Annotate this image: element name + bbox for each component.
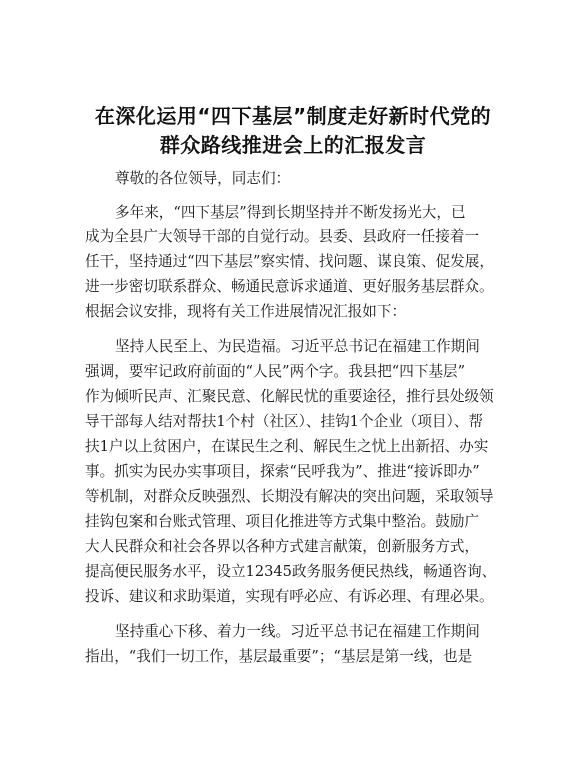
- document-title-line-1: 在深化运用“四下基层”制度走好新时代党的: [94, 104, 492, 128]
- paragraph-2-line-7: 等机制，对群众反映强烈、长期没有解决的突出问题，采取领导: [85, 488, 494, 505]
- paragraph-1-line-3: 任干，坚持通过“四下基层”察实情、找问题、谋良策、促发展，: [85, 253, 494, 270]
- paragraph-1-line-1: 多年来，“四下基层”得到长期坚持并不断发扬光大，已: [115, 204, 466, 221]
- paragraph-3-line-1: 坚持重心下移、着力一线。习近平总书记在福建工作期间: [115, 623, 480, 640]
- paragraph-2-line-1: 坚持人民至上、为民造福。习近平总书记在福建工作期间: [115, 338, 480, 355]
- document-title-line-2: 群众路线推进会上的汇报发言: [159, 133, 427, 157]
- paragraph-2-line-2: 强调，要牢记政府前面的“人民”两个字。我县把“四下基层”: [85, 363, 466, 380]
- paragraph-2-line-5: 扶1户以上贫困户，在谋民生之利、解民生之忧上出新招、办实: [85, 438, 489, 455]
- paragraph-2-line-4: 导干部每人结对帮扶1个村（社区）、挂钩1个企业（项目）、帮: [85, 413, 484, 430]
- paragraph-1-line-4: 进一步密切联系群众、畅通民意诉求通道、更好服务基层群众。: [85, 278, 494, 295]
- paragraph-3-line-2: 指出，“我们一切工作，基层最重要”；“基层是第一线，也是: [85, 648, 473, 665]
- paragraph-2-line-8: 挂钩包案和台账式管理、项目化推进等方式集中整治。鼓励广: [85, 513, 480, 530]
- paragraph-2-line-10: 提高便民服务水平，设立12345政务服务便民热线，畅通咨询、: [85, 563, 497, 580]
- paragraph-2-line-3: 作为倾听民声、汇聚民意、化解民忧的重要途径，推行县处级领: [85, 388, 494, 405]
- paragraph-1-line-2: 成为全县广大领导干部的自觉行动。县委、县政府一任接着一: [85, 228, 480, 245]
- paragraph-2-line-11: 投诉、建议和求助渠道，实现有呼必应、有诉必理、有理必果。: [85, 588, 494, 605]
- paragraph-2-line-6: 事。抓实为民办实事项目，探索“民呼我为”、推进“接诉即办”: [85, 463, 480, 480]
- salutation: 尊敬的各位领导，同志们：: [115, 170, 291, 187]
- paragraph-2-line-9: 大人民群众和社会各界以各种方式建言献策，创新服务方式，: [85, 538, 480, 555]
- paragraph-1-line-5: 根据会议安排，现将有关工作进展情况汇报如下：: [85, 303, 407, 320]
